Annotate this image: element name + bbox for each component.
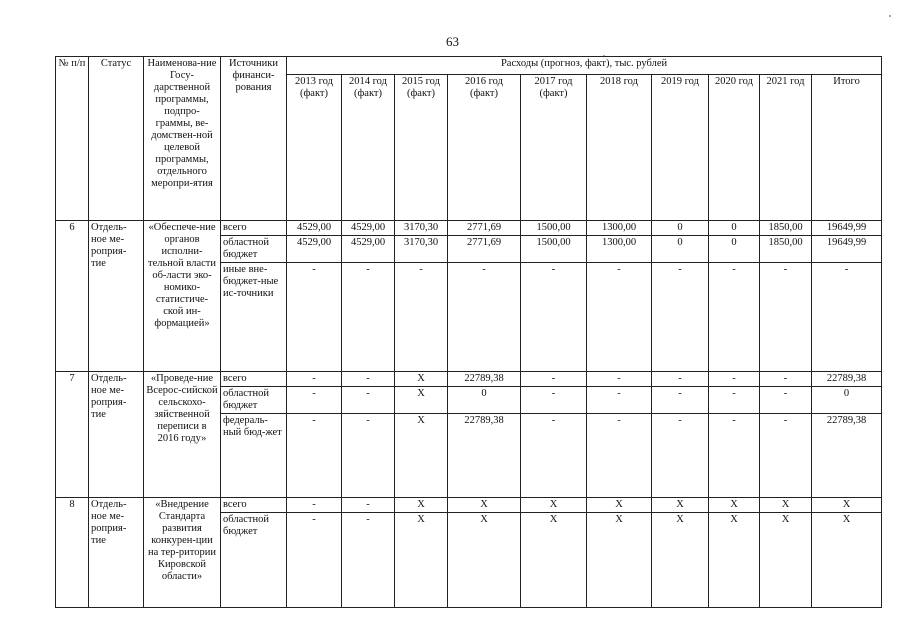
cell: X (652, 498, 709, 513)
cell: 1850,00 (760, 221, 812, 236)
table-row (56, 498, 882, 513)
row-status: Отдель-ное ме-роприя-тие (89, 372, 144, 498)
row-status: Отдель-ное ме-роприя-тие (89, 498, 144, 608)
cell: - (587, 387, 652, 414)
row-source: иные вне-бюджет-ные ис-точники (221, 263, 287, 372)
header-year: 2020 год (709, 75, 760, 221)
cell: 3170,30 (395, 221, 448, 236)
header-total: Итого (812, 75, 882, 221)
cell: - (342, 263, 395, 372)
cell: - (395, 263, 448, 372)
row-name: «Проведе-ние Всерос-сийской сельскохо-зяйственной переписи в 2016 году» (144, 372, 221, 498)
cell: 4529,00 (342, 236, 395, 263)
cell: - (812, 263, 882, 372)
row-name: «Внедрение Стандарта развития конкурен-ции на тер-ритории Кировской области» (144, 498, 221, 608)
row-source: всего (221, 498, 287, 513)
cell: X (709, 513, 760, 608)
cell: X (587, 498, 652, 513)
cell: 3170,30 (395, 236, 448, 263)
cell: 0 (652, 221, 709, 236)
cell: - (521, 263, 587, 372)
header-year: 2013 год (факт) (287, 75, 342, 221)
cell: - (760, 263, 812, 372)
cell: 1850,00 (760, 236, 812, 263)
cell: - (760, 372, 812, 387)
header-name: Наименова-ние Госу-дарственной программы, подпро-граммы, ве-домствен-ной целевой программы, отдельного меропри-ятия (144, 57, 221, 221)
cell: - (587, 372, 652, 387)
cell: 4529,00 (287, 221, 342, 236)
cell: - (652, 372, 709, 387)
cell: - (521, 414, 587, 498)
cell: 1500,00 (521, 221, 587, 236)
cell: - (652, 414, 709, 498)
cell: X (709, 498, 760, 513)
cell: - (521, 372, 587, 387)
row-source: федераль-ный бюд-жет (221, 414, 287, 498)
cell: - (587, 263, 652, 372)
header-year: 2015 год (факт) (395, 75, 448, 221)
cell: - (709, 263, 760, 372)
cell: - (652, 263, 709, 372)
cell: 0 (652, 236, 709, 263)
row-name: «Обеспече-ние органов исполни-тельной власти об-ласти эко-номико-статистиче-ской ин-формацией» (144, 221, 221, 372)
cell: - (287, 387, 342, 414)
row-source: областной бюджет (221, 387, 287, 414)
header-expenses: Расходы (прогноз, факт), тыс. рублей (287, 57, 882, 75)
header-year: 2017 год (факт) (521, 75, 587, 221)
cell: - (760, 414, 812, 498)
header-year: 2021 год (760, 75, 812, 221)
cell: X (395, 513, 448, 608)
row-num: 8 (56, 498, 89, 608)
cell: - (342, 498, 395, 513)
cell: 4529,00 (342, 221, 395, 236)
cell: 1300,00 (587, 221, 652, 236)
cell: - (287, 513, 342, 608)
cell: - (287, 414, 342, 498)
cell: - (709, 372, 760, 387)
row-source: всего (221, 221, 287, 236)
cell: X (395, 372, 448, 387)
table-row (56, 372, 882, 387)
header-num: № п/п (56, 57, 89, 221)
cell: X (448, 513, 521, 608)
cell: X (760, 513, 812, 608)
cell: X (521, 498, 587, 513)
cell: X (812, 513, 882, 608)
header-year: 2019 год (652, 75, 709, 221)
cell: 22789,38 (812, 414, 882, 498)
cell: 1300,00 (587, 236, 652, 263)
cell: - (587, 414, 652, 498)
expenses-table (55, 56, 882, 608)
cell: - (287, 263, 342, 372)
cell: X (760, 498, 812, 513)
cell: X (448, 498, 521, 513)
scan-speck (889, 15, 891, 17)
cell: 1500,00 (521, 236, 587, 263)
row-source: всего (221, 372, 287, 387)
cell: - (342, 387, 395, 414)
row-status: Отдель-ное ме-роприя-тие (89, 221, 144, 372)
cell: X (521, 513, 587, 608)
cell: 0 (448, 387, 521, 414)
cell: 4529,00 (287, 236, 342, 263)
cell: 2771,69 (448, 236, 521, 263)
cell: - (521, 387, 587, 414)
cell: X (395, 498, 448, 513)
header-status: Статус (89, 57, 144, 221)
header-row (56, 57, 882, 75)
page-number: 63 (446, 34, 459, 49)
cell: - (760, 387, 812, 414)
cell: - (342, 414, 395, 498)
header-year: 2016 год (факт) (448, 75, 521, 221)
table-row (56, 221, 882, 236)
cell: 22789,38 (812, 372, 882, 387)
cell: X (395, 414, 448, 498)
cell: 0 (812, 387, 882, 414)
cell: - (342, 372, 395, 387)
cell: 22789,38 (448, 414, 521, 498)
row-num: 7 (56, 372, 89, 498)
cell: - (342, 513, 395, 608)
cell: 19649,99 (812, 236, 882, 263)
row-source: областной бюджет (221, 236, 287, 263)
cell: - (448, 263, 521, 372)
row-source: областной бюджет (221, 513, 287, 608)
header-sources: Источники финанси-рования (221, 57, 287, 221)
cell: - (652, 387, 709, 414)
cell: - (709, 387, 760, 414)
cell: X (587, 513, 652, 608)
cell: 2771,69 (448, 221, 521, 236)
cell: X (652, 513, 709, 608)
cell: 19649,99 (812, 221, 882, 236)
cell: - (287, 372, 342, 387)
cell: 0 (709, 221, 760, 236)
cell: - (709, 414, 760, 498)
cell: 0 (709, 236, 760, 263)
header-year: 2018 год (587, 75, 652, 221)
cell: 22789,38 (448, 372, 521, 387)
cell: X (812, 498, 882, 513)
cell: - (287, 498, 342, 513)
row-num: 6 (56, 221, 89, 372)
cell: X (395, 387, 448, 414)
header-year: 2014 год (факт) (342, 75, 395, 221)
